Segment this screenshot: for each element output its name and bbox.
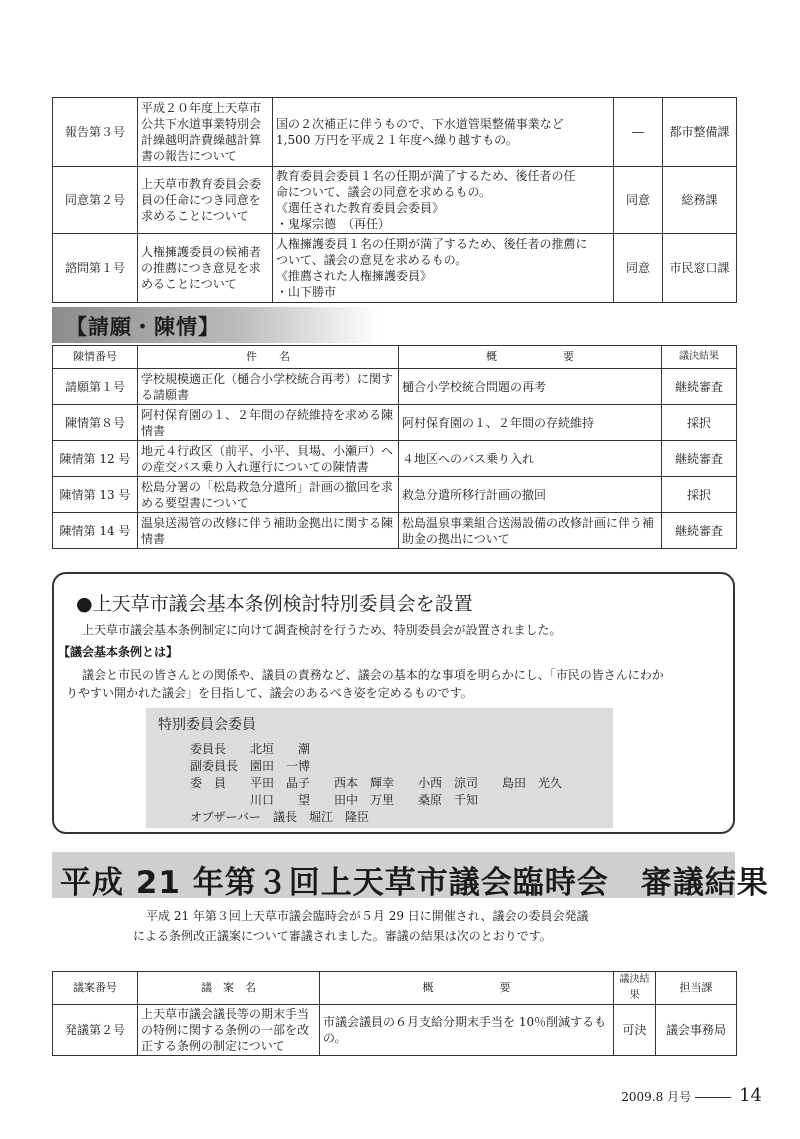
bill-summary: 市議会議員の６月支給分期末手当を 10％削減するもの。 xyxy=(320,1005,614,1056)
page-number: 14 xyxy=(739,1085,762,1106)
footer-rule xyxy=(695,1097,731,1098)
petition-title: 地元４行政区（前平、小平、貝場、小瀬戸）への産交バス乗り入れ運行についての陳情書 xyxy=(138,441,399,477)
bill-result: 可決 xyxy=(614,1005,656,1056)
reports-table xyxy=(52,97,737,303)
report-dept: 都市整備課 xyxy=(663,98,737,167)
report-dept: 総務課 xyxy=(663,167,737,234)
report-number: 同意第２号 xyxy=(53,167,138,234)
petition-result: 継続審査 xyxy=(662,513,737,549)
petition-result: 継続審査 xyxy=(662,369,737,405)
report-summary-line: 国の２次補正に伴うもので、下水道管渠整備事業など xyxy=(276,117,564,131)
petition-summary: 救急分遣所移行計画の撤回 xyxy=(399,477,662,513)
bill-dept: 議会事務局 xyxy=(656,1005,737,1056)
page-footer xyxy=(621,1085,762,1106)
report-summary-line: 《推薦された人権擁護委員》 xyxy=(276,269,433,283)
committee-members-panel xyxy=(146,708,613,828)
report-summary-line: 人権擁護委員１名の任期が満了するため、後任者の推薦に xyxy=(276,237,588,251)
col-petition-number: 陳情番号 xyxy=(53,346,138,369)
report-dept: 市民窓口課 xyxy=(663,234,737,303)
table-row xyxy=(53,369,737,405)
member-line: 委員長 北垣 潮 xyxy=(190,742,311,756)
table-row xyxy=(53,1005,737,1056)
col-petition-summary: 概 要 xyxy=(399,346,662,369)
table-row xyxy=(53,441,737,477)
petition-number: 陳情第８号 xyxy=(53,405,138,441)
report-summary-line: ・山下勝市 xyxy=(276,285,337,299)
committee-title: ●上天草市議会基本条例検討特別委員会を設置 xyxy=(76,593,473,615)
petition-summary: ４地区へのバス乗り入れ xyxy=(399,441,662,477)
report-summary xyxy=(273,98,614,167)
petition-title: 阿村保育園の１、２年間の存続維持を求める陳情書 xyxy=(138,405,399,441)
table-row xyxy=(53,513,737,549)
petition-number: 請願第１号 xyxy=(53,369,138,405)
petition-summary: 樋合小学校統合問題の再考 xyxy=(399,369,662,405)
report-result: ― xyxy=(614,98,663,167)
report-number: 諮問第１号 xyxy=(53,234,138,303)
report-summary-line: ついて、議会の意見を求めるもの。 xyxy=(276,253,468,267)
report-result: 同意 xyxy=(614,167,663,234)
table-row xyxy=(53,405,737,441)
session-intro-line-2: による条例改正議案について審議されました。審議の結果は次のとおりです。 xyxy=(133,929,552,943)
report-summary-line: 1,500 万円を平成２１年度へ繰り越すもの。 xyxy=(276,133,518,147)
petition-summary: 阿村保育園の１、２年間の存続維持 xyxy=(399,405,662,441)
bill-number: 発議第２号 xyxy=(53,1005,138,1056)
report-summary-line: 命について、議会の同意を求めるもの。 xyxy=(276,185,492,199)
petitions-table xyxy=(52,345,737,549)
petition-heading: 【請願・陳情】 xyxy=(66,315,220,339)
report-title: 上天草市教育委員会委員の任命につき同意を求めることについて xyxy=(138,167,273,234)
session-table xyxy=(52,971,737,1056)
petition-number: 陳情第 13 号 xyxy=(53,477,138,513)
committee-desc-line-2: りやすい開かれた議会」を目指して、議会のあるべき姿を定めるものです。 xyxy=(66,686,473,700)
member-line: 川口 望 田中 万里 桑原 千知 xyxy=(190,793,479,807)
col-petition-result: 議決結果 xyxy=(662,346,737,369)
member-line: 副委員長 園田 一博 xyxy=(190,759,311,773)
petition-heading-banner xyxy=(52,307,380,343)
petition-result: 継続審査 xyxy=(662,441,737,477)
col-petition-title: 件 名 xyxy=(138,346,399,369)
committee-intro: 上天草市議会基本条例制定に向けて調査検討を行うため、特別委員会が設置されました。 xyxy=(82,623,562,637)
report-title: 平成２０年度上天草市公共下水道事業特別会計繰越明許費繰越計算書の報告について xyxy=(138,98,273,167)
table-row xyxy=(53,477,737,513)
report-number: 報告第３号 xyxy=(53,98,138,167)
report-summary-line: ・鬼塚宗德 （再任） xyxy=(276,217,391,231)
report-summary-line: 《選任された教育委員会委員》 xyxy=(276,201,445,215)
report-summary xyxy=(273,167,614,234)
table-row xyxy=(53,234,737,303)
petition-result: 採択 xyxy=(662,477,737,513)
col-bill-result: 議決結果 xyxy=(614,972,656,1005)
session-intro-line-1: 平成 21 年第３回上天草市議会臨時会が５月 29 日に開催され、議会の委員会発議 xyxy=(146,909,589,923)
session-banner xyxy=(52,852,769,901)
issue-label: 2009.8 月号 xyxy=(621,1090,692,1104)
petition-summary: 松島温泉事業組合送湯設備の改修計画に伴う補助金の拠出について xyxy=(399,513,662,549)
report-summary xyxy=(273,234,614,303)
petition-title: 松島分署の「松島救急分遣所」計画の撤回を求める要望書について xyxy=(138,477,399,513)
report-result: 同意 xyxy=(614,234,663,303)
petition-title: 温泉送湯管の改修に伴う補助金拠出に関する陳情書 xyxy=(138,513,399,549)
bill-title: 上天草市議会議長等の期末手当の特例に関する条例の一部を改正する条例の制定について xyxy=(138,1005,320,1056)
petition-number: 陳情第 12 号 xyxy=(53,441,138,477)
col-bill-number: 議案番号 xyxy=(53,972,138,1005)
col-bill-summary: 概 要 xyxy=(320,972,614,1005)
petition-result: 採択 xyxy=(662,405,737,441)
members-title: 特別委員会委員 xyxy=(158,717,256,733)
petition-title: 学校規模適正化（樋合小学校統合再考）に関する請願書 xyxy=(138,369,399,405)
member-line: オブザーバー 議長 堀江 隆臣 xyxy=(190,810,370,824)
col-bill-dept: 担当課 xyxy=(656,972,737,1005)
committee-subheading: 【議会基本条例とは】 xyxy=(58,645,179,659)
session-title: 平成 21 年第３回上天草市議会臨時会 審議結果 xyxy=(60,865,769,901)
table-row xyxy=(53,167,737,234)
report-title: 人権擁護委員の候補者の推薦につき意見を求めることについて xyxy=(138,234,273,303)
member-line: 委 員 平田 晶子 西本 輝幸 小西 涼司 島田 光久 xyxy=(190,776,563,790)
table-row xyxy=(53,98,737,167)
report-summary-line: 教育委員会委員１名の任期が満了するため、後任者の任 xyxy=(276,169,576,183)
col-bill-title: 議 案 名 xyxy=(138,972,320,1005)
petition-number: 陳情第 14 号 xyxy=(53,513,138,549)
committee-desc-line-1: 議会と市民の皆さんとの関係や、議員の責務など、議会の基本的な事項を明らかにし、「市民の皆さんにわか xyxy=(82,668,664,682)
